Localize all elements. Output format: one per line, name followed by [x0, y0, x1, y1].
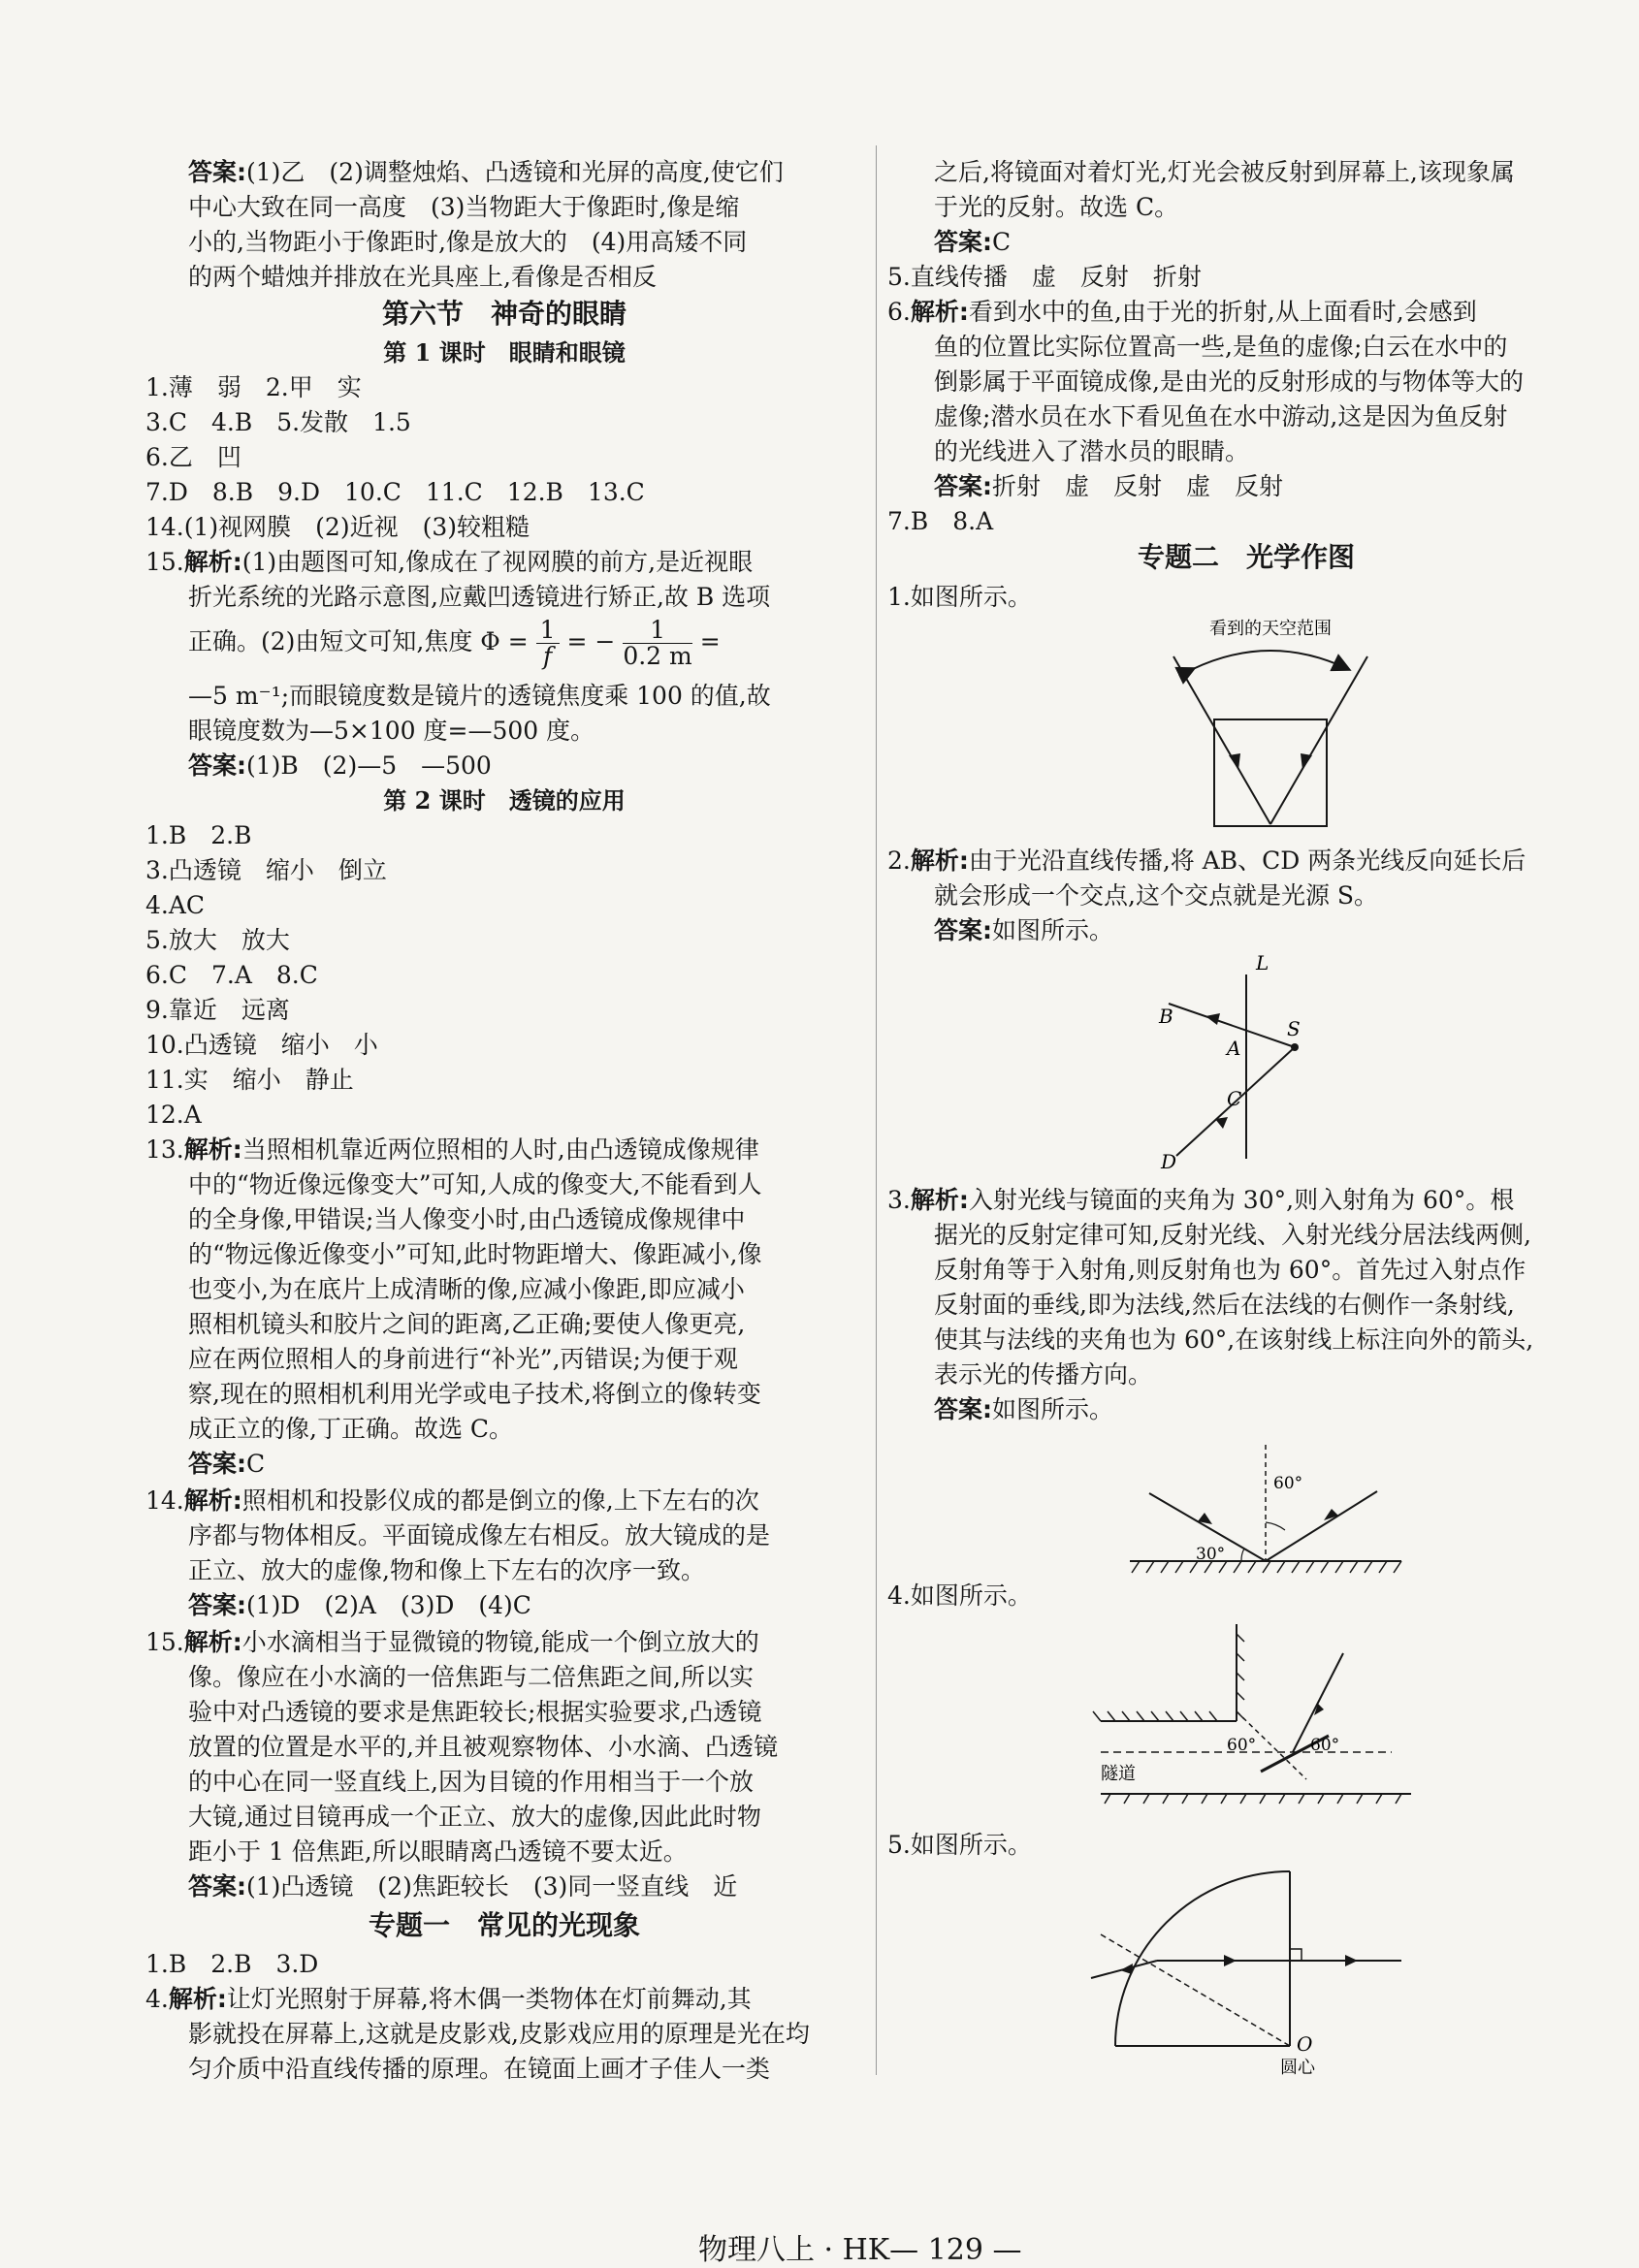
- text-line: 于光的反射。故选 C。: [934, 193, 1179, 221]
- page-footer: 物理八上 · HK— 129 —: [698, 2233, 1022, 2267]
- text-line: 反射面的垂线,即为法线,然后在法线的右侧作一条射线,: [934, 1291, 1515, 1319]
- fig2-label: C: [1227, 1087, 1242, 1110]
- answer-line: 7.B 8.A: [887, 507, 994, 535]
- fig5-label: 圆心: [1280, 2058, 1315, 2075]
- fraction: $\frac{1}{0.2 m}$: [623, 616, 692, 670]
- ray-arrow: [1205, 1013, 1220, 1025]
- text-line: 鱼的位置比实际位置高一些,是鱼的虚像;白云在水中的: [934, 333, 1508, 361]
- light-ray-right: [1270, 656, 1367, 824]
- fig2-label: A: [1227, 1037, 1241, 1060]
- fig2-label: L: [1256, 951, 1269, 974]
- text-line: 成正立的像,丁正确。故选 C。: [188, 1415, 514, 1443]
- fig4-label: 隧道: [1101, 1764, 1136, 1784]
- quarter-circle: [1115, 1871, 1290, 2046]
- answer-line: 4.AC: [145, 891, 206, 919]
- fig4-label: 60°: [1227, 1736, 1257, 1755]
- normal-line: [1101, 1934, 1290, 2046]
- text-line: 的两个蜡烛并排放在光具座上,看像是否相反: [188, 263, 657, 291]
- answer-line: 9.靠近 远离: [145, 996, 290, 1024]
- text-line: 13.解析:当照相机靠近两位照相的人时,由凸透镜成像规律: [145, 1135, 759, 1164]
- lesson-heading: 第 1 课时 眼睛和眼镜: [383, 338, 626, 367]
- text-line: 表示光的传播方向。: [934, 1360, 1153, 1389]
- figure-sky-view: [1159, 613, 1382, 836]
- text-line: 像。像应在小水滴的一倍焦距与二倍焦距之间,所以实: [188, 1663, 754, 1691]
- answer-line: 答案:如图所示。: [934, 916, 1114, 944]
- fig1-label: 看到的天空范围: [1209, 619, 1332, 639]
- text-line: 照相机镜头和胶片之间的距离,乙正确;要使人像更亮,: [188, 1310, 746, 1338]
- text-line: 的全身像,甲错误;当人像变小时,由凸透镜成像规律中: [188, 1205, 746, 1233]
- light-ray-left: [1173, 656, 1270, 824]
- text-line: 答案:(1)乙 (2)调整烛焰、凸透镜和光屏的高度,使它们: [188, 158, 784, 186]
- text-line: 的光线进入了潜水员的眼睛。: [934, 437, 1250, 465]
- sky-arc: [1193, 651, 1348, 669]
- ray-arrow: [1224, 1955, 1237, 1966]
- text-line: 匀介质中沿直线传播的原理。在镜面上画才子佳人一类: [188, 2055, 771, 2083]
- text-line: 小的,当物距小于像距时,像是放大的 (4)用高矮不同: [188, 228, 748, 256]
- answer-line: 12.A: [145, 1101, 202, 1129]
- answer-line: 答案:(1)D (2)A (3)D (4)C: [188, 1591, 531, 1619]
- text-line: 也变小,为在底片上成清晰的像,应减小像距,即应减小: [188, 1275, 745, 1303]
- figure-light-source: [1149, 950, 1343, 1173]
- answer-line: 1.B 2.B 3.D: [145, 1950, 319, 1978]
- ray-arrow: [1345, 1955, 1358, 1966]
- fig3-label: 60°: [1273, 1474, 1303, 1493]
- answer-line: 3.C 4.B 5.发散 1.5: [145, 408, 411, 436]
- text-line: 影就投在屏幕上,这就是皮影戏,皮影戏应用的原理是光在均: [188, 2020, 810, 2048]
- well-walls: [1214, 719, 1327, 826]
- text-line: 之后,将镜面对着灯光,灯光会被反射到屏幕上,该现象属: [934, 158, 1515, 186]
- answer-line: 5.放大 放大: [145, 926, 290, 954]
- answer-line: 答案:C: [934, 228, 1012, 256]
- fig2-label: D: [1161, 1150, 1177, 1173]
- answer-line: 10.凸透镜 缩小 小: [145, 1031, 378, 1059]
- answer-line: 答案:如图所示。: [934, 1395, 1114, 1423]
- answer-line: 7.D 8.B 9.D 10.C 11.C 12.B 13.C: [145, 478, 645, 506]
- text-line: 倒影属于平面镜成像,是由光的反射形成的与物体等大的: [934, 367, 1524, 396]
- text-line: 15.解析:(1)由题图可知,像成在了视网膜的前方,是近视眼: [145, 548, 754, 576]
- section-heading: 第六节 神奇的眼睛: [381, 298, 627, 330]
- topic-heading: 专题一 常见的光现象: [368, 1909, 640, 1941]
- text-line: 4.如图所示。: [887, 1581, 1032, 1610]
- text-line: 察,现在的照相机利用光学或电子技术,将倒立的像转变: [188, 1380, 761, 1408]
- answer-line: 1.B 2.B: [145, 821, 252, 849]
- ray-arrow: [1324, 1509, 1338, 1520]
- text-line: 放置的位置是水平的,并且被观察物体、小水滴、凸透镜: [188, 1733, 778, 1761]
- text-line: 距小于 1 倍焦距,所以眼睛离凸透镜不要太近。: [188, 1837, 688, 1866]
- text-line: 2.解析:由于光沿直线传播,将 AB、CD 两条光线反向延长后: [887, 847, 1527, 875]
- answer-line: 答案:C: [188, 1450, 266, 1478]
- mirror-hatch: [1132, 1561, 1401, 1573]
- formula-line: 正确。(2)由短文可知,焦度 Φ = $\frac{1}{f}$ = − $\frac{1}{0.2 m}$ =: [188, 616, 721, 670]
- source-point: [1291, 1043, 1299, 1051]
- fraction: $\frac{1}{f}$: [536, 618, 560, 669]
- ray-arrow: [1229, 753, 1240, 770]
- text-line: 14.解析:照相机和投影仪成的都是倒立的像,上下左右的次: [145, 1486, 759, 1515]
- text-line: 就会形成一个交点,这个交点就是光源 S。: [934, 881, 1379, 910]
- ray-arrow: [1301, 753, 1312, 770]
- text-line: 15.解析:小水滴相当于显微镜的物镜,能成一个倒立放大的: [145, 1628, 759, 1656]
- text-line: 使其与法线的夹角也为 60°,在该射线上标注向外的箭头,: [934, 1326, 1534, 1354]
- text-line: 1.如图所示。: [887, 583, 1032, 611]
- answer-line: 3.凸透镜 缩小 倒立: [145, 856, 387, 884]
- answer-line: 6.C 7.A 8.C: [145, 961, 318, 989]
- text-line: 的中心在同一竖直线上,因为目镜的作用相当于一个放: [188, 1768, 754, 1796]
- answer-line: 答案:折射 虚 反射 虚 反射: [934, 472, 1284, 500]
- text-line: 虚像;潜水员在水下看见鱼在水中游动,这是因为鱼反射: [934, 402, 1508, 431]
- answer-line: 11.实 缩小 静止: [145, 1066, 354, 1094]
- answer-line: 1.薄 弱 2.甲 实: [145, 373, 362, 401]
- reflected-ray: [1266, 1491, 1377, 1561]
- figure-semicircle-refraction: [1081, 1862, 1430, 2075]
- text-line: 6.解析:看到水中的鱼,由于光的折射,从上面看时,会感到: [887, 298, 1477, 326]
- text-line: 中心大致在同一高度 (3)当物距大于像距时,像是缩: [188, 193, 740, 221]
- text-line: 4.解析:让灯光照射于屏幕,将木偶一类物体在灯前舞动,其: [145, 1985, 752, 2013]
- fig3-label: 30°: [1196, 1545, 1226, 1564]
- text-line: 眼镜度数为—5×100 度=—500 度。: [188, 717, 595, 745]
- text-line: 反射角等于入射角,则反射角也为 60°。首先过入射点作: [934, 1256, 1527, 1284]
- ray-arrow: [1215, 1117, 1228, 1129]
- text-line: 3.解析:入射光线与镜面的夹角为 30°,则入射角为 60°。根: [887, 1186, 1515, 1214]
- lesson-heading: 第 2 课时 透镜的应用: [383, 786, 626, 815]
- column-divider: [876, 145, 877, 2075]
- ray-arrow: [1120, 1964, 1133, 1974]
- fig2-label: B: [1159, 1005, 1173, 1028]
- answer-line: 14.(1)视网膜 (2)近视 (3)较粗糙: [145, 513, 530, 541]
- text-line: 5.如图所示。: [887, 1831, 1032, 1859]
- text-line: —5 m⁻¹;而眼镜度数是镜片的透镜焦度乘 100 的值,故: [188, 682, 771, 710]
- text-line: 正立、放大的虚像,物和像上下左右的次序一致。: [188, 1556, 705, 1584]
- text-line: 据光的反射定律可知,反射光线、入射光线分居法线两侧,: [934, 1221, 1531, 1249]
- text-line: 序都与物体相反。平面镜成像左右相反。放大镜成的是: [188, 1521, 771, 1549]
- figure-tunnel-mirror: [1081, 1614, 1430, 1818]
- text-line: 大镜,通过目镜再成一个正立、放大的虚像,因此此时物: [188, 1803, 761, 1831]
- fig2-label: S: [1287, 1017, 1301, 1040]
- figure-reflection: [1120, 1435, 1411, 1581]
- answer-line: 答案:(1)B (2)—5 —500: [188, 751, 492, 780]
- answer-line: 5.直线传播 虚 反射 折射: [887, 263, 1202, 291]
- answer-line: 6.乙 凹: [145, 443, 241, 471]
- text-line: 的“物远像近像变小”可知,此时物距增大、像距减小,像: [188, 1240, 762, 1268]
- text-line: 折光系统的光路示意图,应戴凹透镜进行矫正,故 B 选项: [188, 583, 771, 611]
- topic-heading: 专题二 光学作图: [1137, 541, 1355, 573]
- answer-line: 答案:(1)凸透镜 (2)焦距较长 (3)同一竖直线 近: [188, 1872, 738, 1901]
- fig5-label: O: [1297, 2032, 1313, 2056]
- fig4-label: 60°: [1310, 1736, 1340, 1755]
- text-line: 应在两位照相人的身前进行“补光”,丙错误;为便于观: [188, 1345, 738, 1373]
- text-line: 中的“物近像远像变大”可知,人成的像变大,不能看到人: [188, 1170, 762, 1198]
- text-line: 验中对凸透镜的要求是焦距较长;根据实验要求,凸透镜: [188, 1698, 762, 1726]
